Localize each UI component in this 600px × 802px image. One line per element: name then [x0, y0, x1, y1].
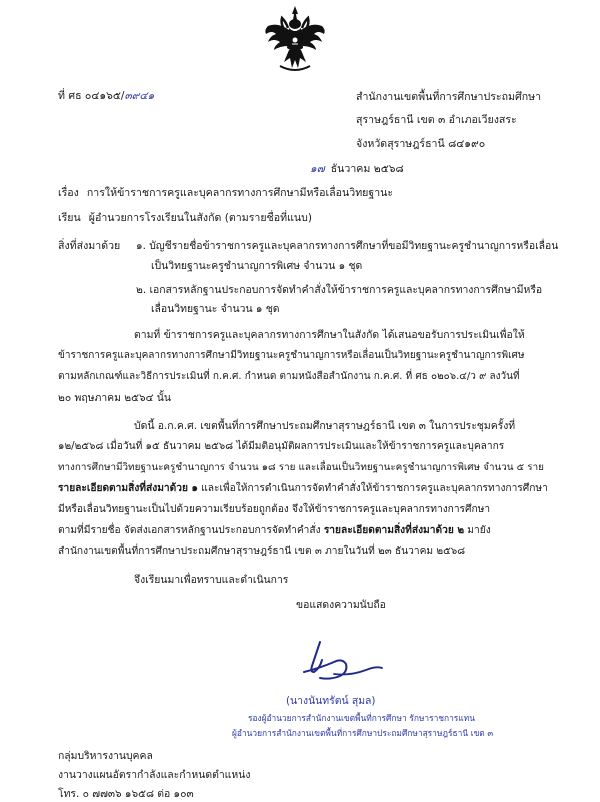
- enclosure-item-1-line-2: เป็นวิทยฐานะครูชำนาญการพิเศษ จำนวน ๑ ชุด: [151, 260, 363, 272]
- paragraph-2-line-6-end: มายัง: [464, 525, 491, 536]
- paragraph-2-line-4: [58, 481, 548, 497]
- document-number: [58, 88, 154, 105]
- document-number-handwritten: ๓๙๔๑: [124, 90, 155, 102]
- date-month-year: ธันวาคม ๒๕๖๘: [330, 163, 404, 175]
- letter-date: [310, 161, 404, 178]
- paragraph-1-line-2: ข้าราชการครูและบุคลากรทางการศึกษามีวิทยฐานะครูชำนาญการหรือเลื่อนเป็นวิทยฐานะครูชำนาญการพิเศษ: [58, 350, 525, 361]
- sender-line-3: จังหวัดสุราษฎร์ธานี ๘๔๑๙๐: [356, 138, 486, 150]
- signer-title-1: รองผู้อำนวยการสำนักงานเขตพื้นที่การศึกษา รักษาราชการแทน: [248, 713, 475, 723]
- enclosure-2-reference: รายละเอียดตามสิ่งที่ส่งมาด้วย ๒: [323, 525, 465, 536]
- enclosure-item-1-line-1: ๑. บัญชีรายชื่อข้าราชการครูและบุคลากรทางการศึกษาที่ขอมีวิทยฐานะครูชำนาญการหรือเลื่อน: [136, 240, 559, 252]
- paragraph-2-line-5: มีหรือเลื่อนวิทยฐานะเป็นไปด้วยความเรียบร้อยถูกต้อง จึงให้ข้าราชการครูและบุคลากรทางการศึกษา: [58, 504, 491, 515]
- contact-department: กลุ่มบริหารงานบุคคล: [58, 750, 153, 762]
- enclosure-item-2-line-1: ๒. เอกสารหลักฐานประกอบการจัดทำคำสั่งให้ข้าราชการครูและบุคลากรทางการศึกษามีหรือ: [136, 284, 543, 296]
- recipient-line: [58, 210, 312, 227]
- contact-section: งานวางแผนอัตรากำลังและกำหนดตำแหน่ง: [58, 769, 251, 781]
- signer-name: (นางนันทรัตน์ สุมล): [286, 695, 376, 707]
- sender-line-1: สำนักงานเขตพื้นที่การศึกษาประถมศึกษา: [356, 91, 542, 103]
- closing-request: จึงเรียนมาเพื่อทราบและดำเนินการ: [134, 574, 289, 586]
- recipient-label: เรียน: [58, 212, 81, 224]
- enclosure-1-reference: รายละเอียดตามสิ่งที่ส่งมาด้วย ๑: [58, 483, 198, 494]
- closing-salutation: ขอแสดงความนับถือ: [296, 599, 386, 611]
- paragraph-2-line-7: สำนักงานเขตพื้นที่การศึกษาประถมศึกษาสุราษฎร์ธานี เขต ๓ ภายในวันที่ ๒๓ ธันวาคม ๒๕๖๘: [58, 546, 466, 557]
- paragraph-2-line-3: ทางการศึกษามีวิทยฐานะครูชำนาญการ จำนวน ๑๘ ราย และเลื่อนเป็นวิทยฐานะครูชำนาญการพิเศษ จำนวน ๕ ราย: [58, 462, 544, 473]
- document-number-prefix: ที่ ศธ ๐๔๑๖๕/: [58, 90, 125, 102]
- garuda-emblem-icon: [262, 4, 328, 76]
- paragraph-1-line-4: ๒๐ พฤษภาคม ๒๕๖๔ นั้น: [58, 392, 171, 404]
- recipient-text: ผู้อำนวยการโรงเรียนในสังกัด (ตามรายชื่อที่แนบ): [88, 212, 313, 224]
- paragraph-2-line-2: ๑๒/๒๕๖๘ เมื่อวันที่ ๑๕ ธันวาคม ๒๕๖๘ ได้มีมติอนุมัติผลการประเมินและให้ข้าราชการครูและบุคลากร: [58, 441, 505, 452]
- sender-line-2: สุราษฎร์ธานี เขต ๓ อำเภอเวียงสระ: [356, 114, 517, 126]
- paragraph-2-line-1: บัดนี้ อ.ก.ค.ศ. เขตพื้นที่การศึกษาประถมศึกษาสุราษฎร์ธานี เขต ๓ ในการประชุมครั้งที่: [134, 420, 516, 432]
- paragraph-2-line-6: [58, 523, 491, 539]
- paragraph-1-line-1: ตามที่ ข้าราชการครูและบุคลากรทางการศึกษาในสังกัด ได้เสนอขอรับการประเมินเพื่อให้: [134, 329, 525, 341]
- paragraph-1-line-3: ตามหลักเกณฑ์และวิธีการประเมินที่ ก.ค.ศ. กำหนด ตามหนังสือสำนักงาน ก.ค.ศ. ที่ ศธ ๐๒๐๖.๔/ว ๙ ลงวันที่: [58, 371, 520, 382]
- contact-phone: โทร. ๐ ๗๗๓๖ ๑๖๕๘ ต่อ ๑๐๓: [58, 788, 194, 800]
- paragraph-2-line-4-rest: และเพื่อให้การดำเนินการจัดทำคำสั่งให้ข้าราชการครูและบุคลากรทางการศึกษา: [197, 483, 548, 494]
- date-handwritten-day: ๑๗: [310, 163, 325, 175]
- enclosure-item-2-line-2: เลื่อนวิทยฐานะ จำนวน ๑ ชุด: [151, 303, 280, 315]
- signer-title-2: ผู้อำนวยการสำนักงานเขตพื้นที่การศึกษาประถมศึกษาสุราษฎร์ธานี เขต ๓: [232, 728, 494, 738]
- subject-text: การให้ข้าราชการครูและบุคลากรทางการศึกษามีหรือเลื่อนวิทยฐานะ: [86, 187, 394, 199]
- signature-icon: [290, 632, 400, 690]
- paragraph-2-line-6-start: ตามที่มีรายชื่อ จัดส่งเอกสารหลักฐานประกอบการจัดทำคำสั่ง: [58, 525, 324, 536]
- enclosures-label: สิ่งที่ส่งมาด้วย: [58, 240, 121, 252]
- subject-label: เรื่อง: [58, 187, 79, 199]
- subject-line: [58, 185, 393, 202]
